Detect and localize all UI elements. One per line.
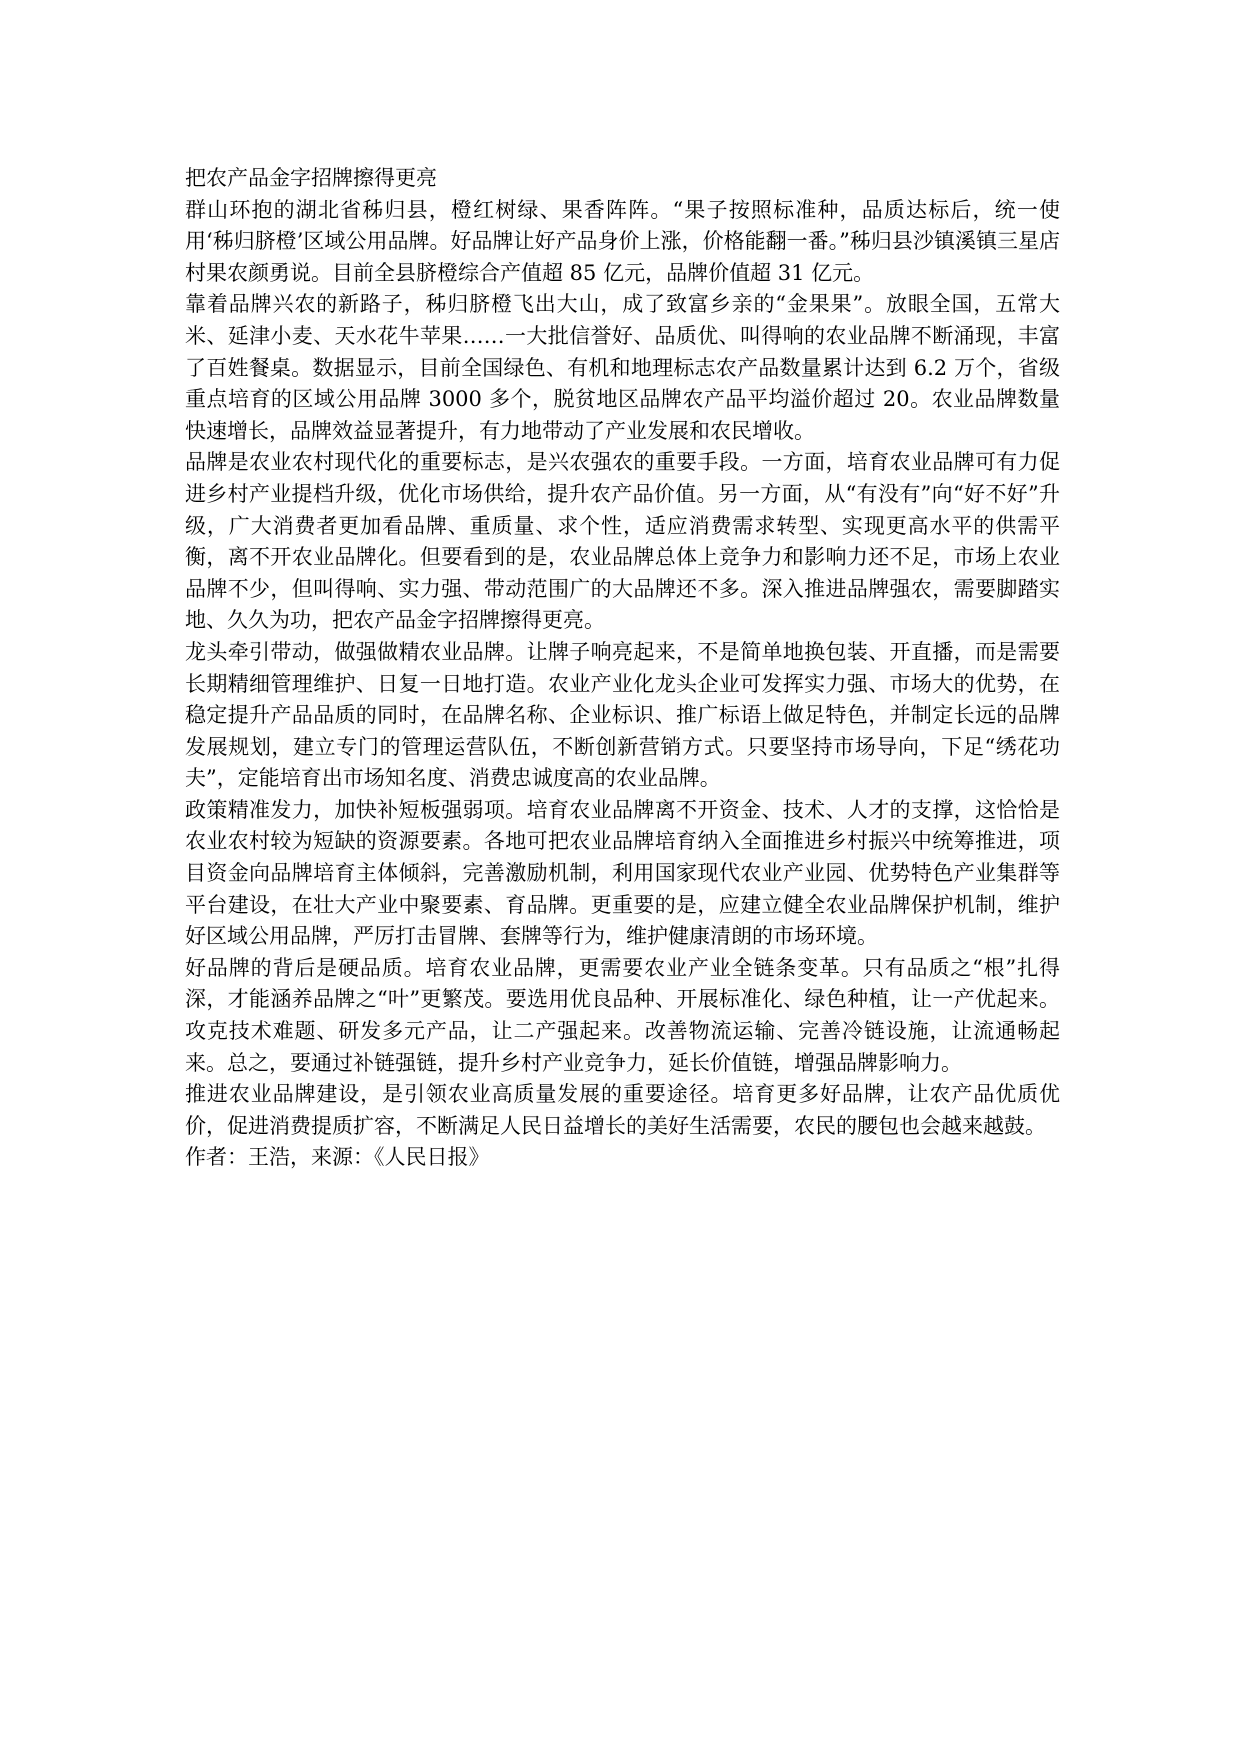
paragraph-1: 群山环抱的湖北省秭归县，橙红树绿、果香阵阵。“果子按照标准种，品质达标后，统一使用‘秭归脐橙’区域公用品牌。好品牌让好产品身价上涨，价格能翻一番。”秭归县沙镇溪镇三星店村果农颜勇说。目前全县脐橙综合产值超 85 亿元，品牌价值超 31 亿元。: [185, 197, 1060, 285]
paragraph-4: 龙头牵引带动，做强做精农业品牌。让牌子响亮起来，不是简单地换包装、开直播，而是需要长期精细管理维护、日复一日地打造。农业产业化龙头企业可发挥实力强、市场大的优势，在稳定提升产品品质的同时，在品牌名称、企业标识、推广标语上做足特色，并制定长远的品牌发展规划，建立专门的管理运营队伍，不断创新营销方式。只要坚持市场导向，下足“绣花功夫”，定能培育出市场知名度、消费忠诚度高的农业品牌。: [185, 639, 1060, 791]
paragraph-3: 品牌是农业农村现代化的重要标志，是兴农强农的重要手段。一方面，培育农业品牌可有力促进乡村产业提档升级，优化市场供给，提升农产品价值。另一方面，从“有没有”向“好不好”升级，广大消费者更加看品牌、重质量、求个性，适应消费需求转型、实现更高水平的供需平衡，离不开农业品牌化。但要看到的是，农业品牌总体上竞争力和影响力还不足，市场上农业品牌不少，但叫得响、实力强、带动范围广的大品牌还不多。深入推进品牌强农，需要脚踏实地、久久为功，把农产品金字招牌擦得更亮。: [185, 450, 1060, 633]
byline: 作者：王浩，来源：《人民日报》: [185, 1145, 490, 1170]
article-title: 把农产品金字招牌擦得更亮: [185, 166, 437, 190]
article: [185, 163, 1060, 1174]
paragraph-7: 推进农业品牌建设，是引领农业高质量发展的重要途径。培育更多好品牌，让农产品优质优价，促进消费提质扩容，不断满足人民日益增长的美好生活需要，农民的腰包也会越来越鼓。: [185, 1082, 1060, 1138]
paragraph-6: 好品牌的背后是硬品质。培育农业品牌，更需要农业产业全链条变革。只有品质之“根”扎得深，才能涵养品牌之“叶”更繁茂。要选用优良品种、开展标准化、绿色种植，让一产优起来。攻克技术难题、研发多元产品，让二产强起来。改善物流运输、完善冷链设施，让流通畅起来。总之，要通过补链强链，提升乡村产业竞争力，延长价值链，增强品牌影响力。: [185, 955, 1060, 1075]
paragraph-2: 靠着品牌兴农的新路子，秭归脐橙飞出大山，成了致富乡亲的“金果果”。放眼全国，五常大米、延津小麦、天水花牛苹果……一大批信誉好、品质优、叫得响的农业品牌不断涌现，丰富了百姓餐桌。数据显示，目前全国绿色、有机和地理标志农产品数量累计达到 6.2 万个，省级重点培育的区域公用品牌 3000 多个，脱贫地区品牌农产品平均溢价超过 20。农业品牌数量快速增长，品牌效益显著提升，有力地带动了产业发展和农民增收。: [185, 292, 1060, 443]
paragraph-5: 政策精准发力，加快补短板强弱项。培育农业品牌离不开资金、技术、人才的支撑，这恰恰是农业农村较为短缺的资源要素。各地可把农业品牌培育纳入全面推进乡村振兴中统筹推进，项目资金向品牌培育主体倾斜，完善激励机制，利用国家现代农业产业园、优势特色产业集群等平台建设，在壮大产业中聚要素、育品牌。更重要的是，应建立健全农业品牌保护机制，维护好区域公用品牌，严厉打击冒牌、套牌等行为，维护健康清朗的市场环境。: [185, 797, 1060, 949]
